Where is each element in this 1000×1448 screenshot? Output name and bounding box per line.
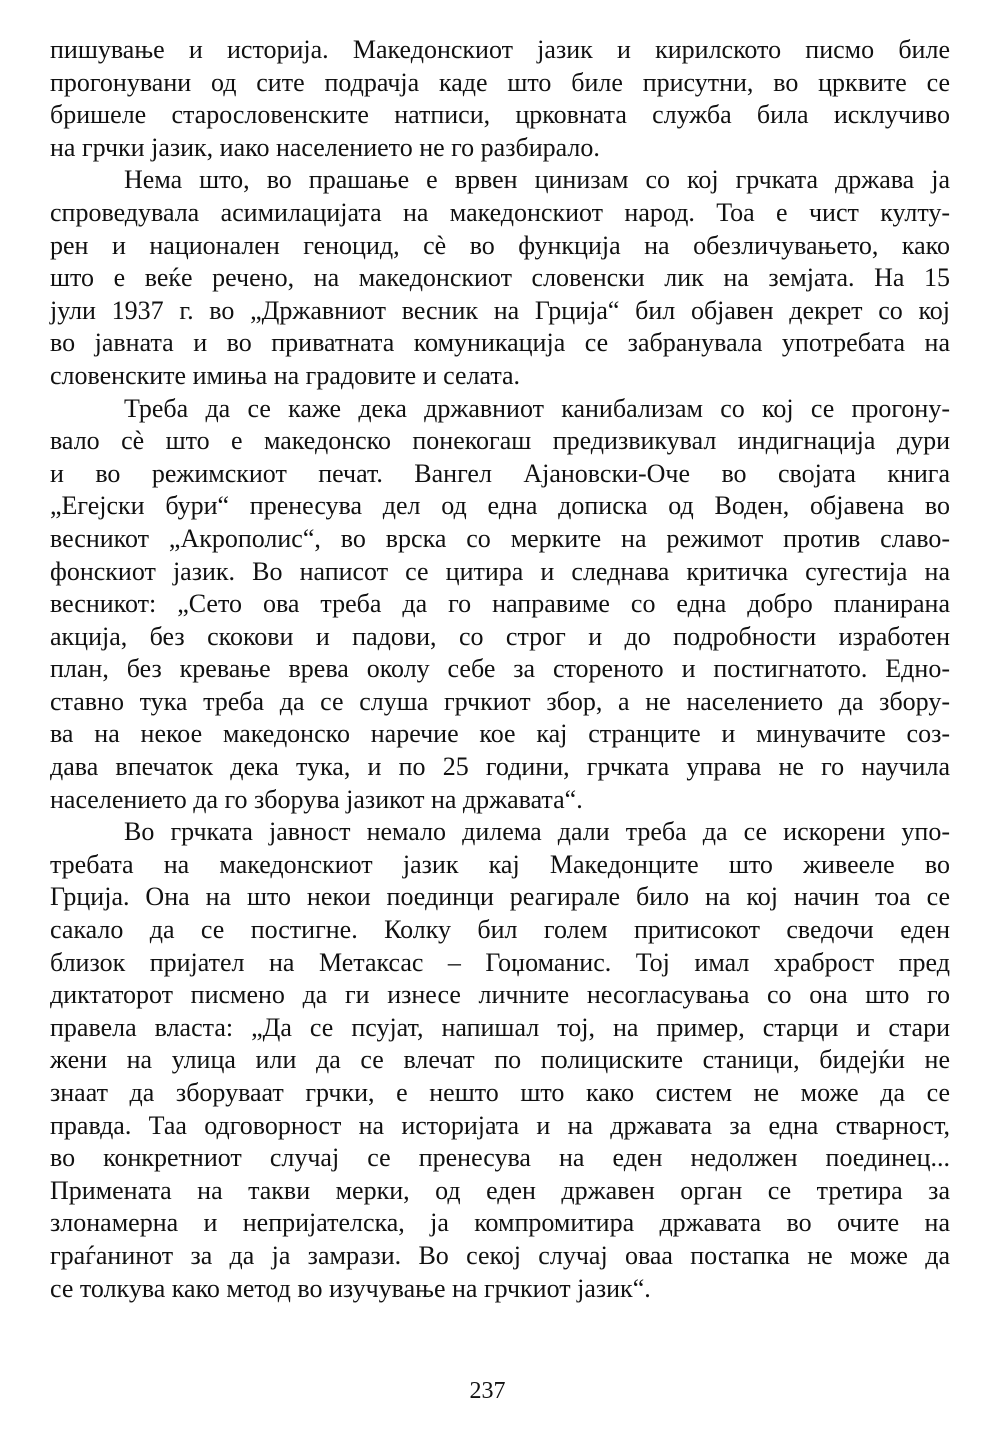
text-line: словенските имиња на градовите и селата. <box>50 360 521 390</box>
text-line: прогонувани од сите подрачја каде што биле присутни, во црквите се <box>50 67 950 97</box>
text-line: граѓанинот за да ја замрази. Во секој случај оваа постапка не може да <box>50 1240 950 1270</box>
text-line: пишување и историја. Македонскиот јазик и кирилското писмо биле <box>50 35 950 64</box>
text-line: на грчки јазик, иако населението не го разбирало. <box>50 132 600 162</box>
text-line: сакало да се постигне. Колку бил голем притисокот сведочи еден <box>50 915 950 945</box>
text-line: злонамерна и непријателска, ја компромитира државата во очите на <box>50 1208 950 1238</box>
text-line: Нема што, во прашање е врвен цинизам со кој грчката држава ја <box>124 165 950 195</box>
text-line: Примената на такви мерки, од еден државен орган се третира за <box>50 1175 950 1205</box>
text-line: фонскиот јазик. Во написот се цитира и следнава критичка сугестија на <box>50 556 950 586</box>
paragraph <box>50 393 950 817</box>
text-line: се толкува како метод во изучување на грчкиот јазик“. <box>50 1273 651 1303</box>
text-line: весникот „Акрополис“, во врска со мерките на режимот против славо- <box>50 523 950 553</box>
text-line: во јавната и во приватната комуникација се забранувала употребата на <box>50 328 950 358</box>
text-line: диктаторот писмено да ги изнесе личните несогласувања со она што го <box>50 980 950 1010</box>
text-line: план, без кревање врева околу себе за стореното и постигнатото. Едно- <box>50 654 950 684</box>
text-line: ва на некое македонско наречие кое кај странците и минувачите соз- <box>50 719 950 749</box>
paragraph <box>50 164 950 392</box>
text-line: што е веќе речено, на македонскиот словенски лик на земјата. На 15 <box>50 263 950 293</box>
text-line: весникот: „Сето ова треба да го направиме со една добро планирана <box>50 589 950 619</box>
paragraph <box>50 34 950 164</box>
page-number: 237 <box>469 1378 506 1404</box>
text-line: вало сѐ што е македонско понекогаш предизвикувал индигнација дури <box>50 426 950 456</box>
text-line: дава впечаток дека тука, и по 25 години, грчката управа не го научила <box>50 752 950 782</box>
paragraph <box>50 816 950 1305</box>
text-line: спроведувала асимилацијата на македонскиот народ. Тоа е чист култу- <box>50 197 950 227</box>
text-line: ставно тука треба да се слуша грчкиот збор, а не населението да збору- <box>50 686 950 716</box>
text-line: населението да го зборува јазикот на државата“. <box>50 784 583 814</box>
text-line: и во режимскиот печат. Вангел Ајановски-Оче во својата книга <box>50 458 950 488</box>
text-line: требата на македонскиот јазик кај Македонците што живееле во <box>50 849 950 879</box>
text-line: во конкретниот случај се пренесува на еден недолжен поединец... <box>50 1143 950 1173</box>
text-line: жени на улица или да се влечат по полициските станици, бидејќи не <box>50 1045 950 1075</box>
text-line: Грција. Она на што некои поединци реагирале било на кој начин тоа се <box>50 882 950 912</box>
text-line: правда. Таа одговорност на историјата и на државата за една стварност, <box>50 1110 950 1140</box>
page-body <box>50 34 950 1305</box>
text-line: „Егејски бури“ пренесува дел од една дописка од Воден, објавена во <box>50 491 950 521</box>
text-line: акција, без скокови и падови, со строг и до подробности изработен <box>50 621 950 651</box>
text-line: рен и национален геноцид, сѐ во функција на обезличувањето, како <box>50 230 950 260</box>
text-line: Во грчката јавност немало дилема дали треба да се искорени упо- <box>124 817 950 847</box>
text-line: близок пријател на Метаксас – Гоџоманис. Тој имал храброст пред <box>50 947 950 977</box>
text-line: Треба да се каже дека државниот канибализам со кој се прогону- <box>124 393 950 423</box>
text-line: јули 1937 г. во „Државниот весник на Грција“ бил објавен декрет со кој <box>50 295 950 325</box>
text-line: знаат да зборуваат грчки, е нешто што како систем не може да се <box>50 1078 950 1107</box>
text-line: бришеле старословенските натписи, црковната служба била исклучиво <box>50 100 950 130</box>
text-line: правела власта: „Да се псујат, напишал тој, на пример, старци и стари <box>50 1012 950 1042</box>
